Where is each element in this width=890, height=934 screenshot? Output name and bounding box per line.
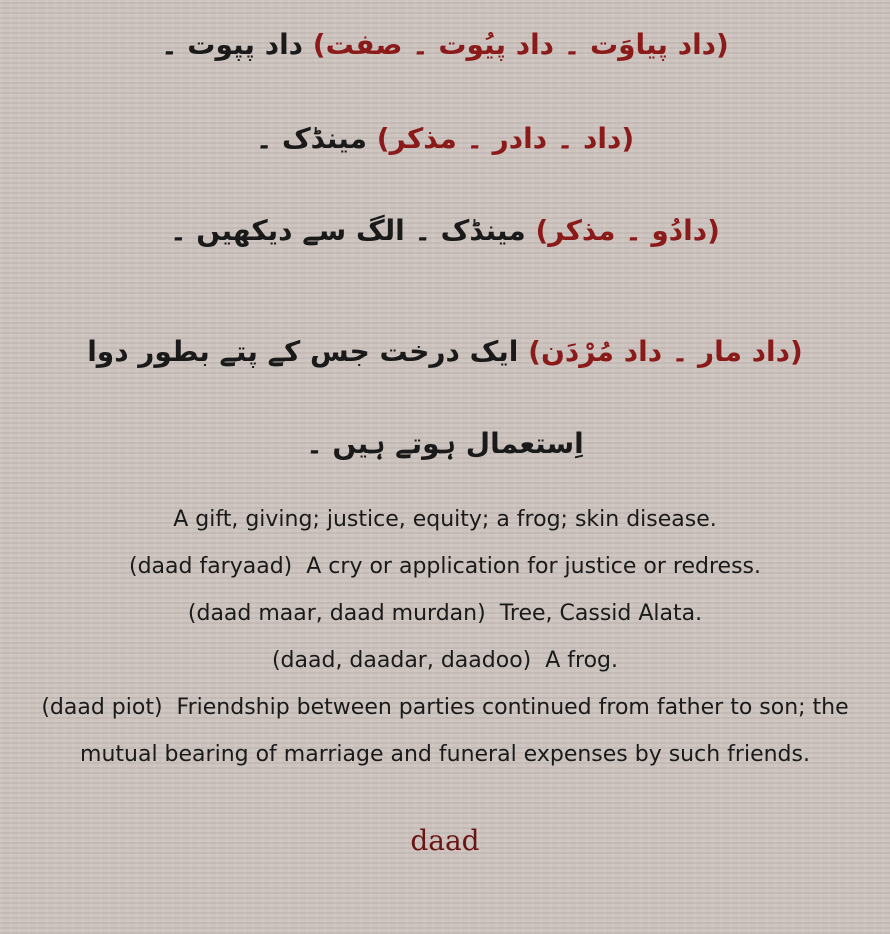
urdu-entry-1 xyxy=(0,28,890,61)
urdu-term: (دادُو ۔ مذکر) xyxy=(535,214,720,247)
urdu-definition: ایک درخت جس کے پتے بطور دوا اِستعمال ہوتے ہیں ۔ xyxy=(87,335,584,460)
english-definitions xyxy=(0,496,890,778)
urdu-entry-2 xyxy=(0,122,890,155)
urdu-term: (داد مار ۔ داد مُرْدَن) xyxy=(528,335,803,368)
english-entry xyxy=(0,590,890,637)
english-entry xyxy=(0,637,890,684)
english-definition: Friendship between parties continued from father to son; the mutual bearing of marriage and funeral expenses by such friends. xyxy=(80,695,849,767)
urdu-definition: مینڈک ۔ xyxy=(255,122,368,155)
english-definition: Tree, Cassid Alata. xyxy=(499,601,703,626)
urdu-definition: مینڈک ۔ الگ سے دیکھیں ۔ xyxy=(170,214,526,247)
english-term: (daad piot) xyxy=(41,695,163,720)
english-term: (daad faryaad) xyxy=(128,554,293,579)
urdu-definition: داد پپوت ۔ xyxy=(161,28,304,61)
english-definition: A gift, giving; justice, equity; a frog; skin disease. xyxy=(173,507,717,532)
urdu-entry-3 xyxy=(0,214,890,247)
headword: daad xyxy=(410,824,480,857)
urdu-term: (داد پیاوَت ۔ داد پیُوت ۔ صفت) xyxy=(312,28,729,61)
urdu-term: (داد ۔ دادر ۔ مذکر) xyxy=(376,122,635,155)
english-term: (daad maar, daad murdan) xyxy=(187,601,486,626)
english-term: (daad, daadar, daadoo) xyxy=(271,648,532,673)
english-entry xyxy=(0,543,890,590)
english-definition: A frog. xyxy=(545,648,619,673)
english-entry xyxy=(0,684,890,778)
urdu-entry-4 xyxy=(0,306,890,490)
english-entry xyxy=(0,496,890,543)
english-definition: A cry or application for justice or redress. xyxy=(306,554,762,579)
